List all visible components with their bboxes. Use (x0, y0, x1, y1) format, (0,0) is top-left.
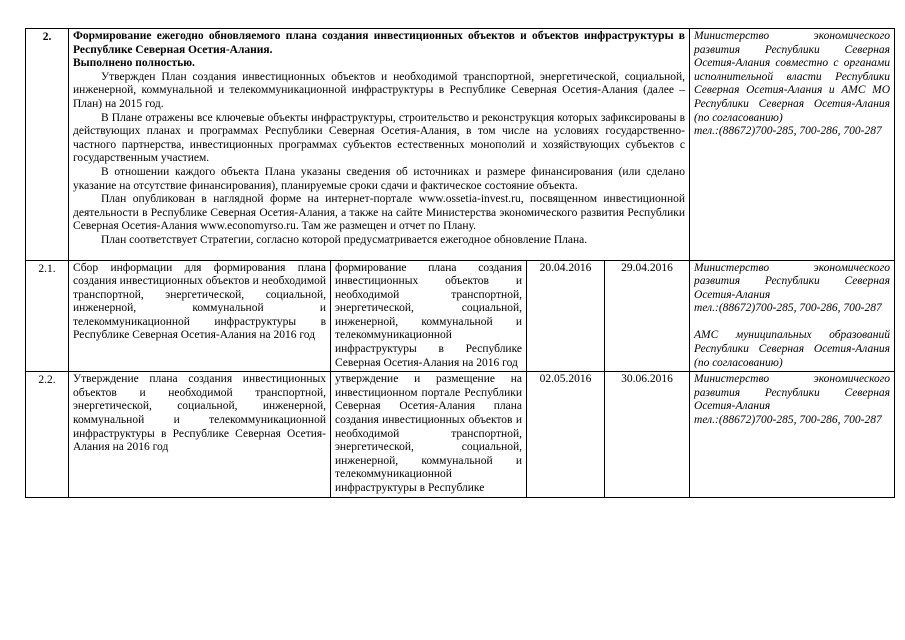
paragraph: План соответствует Стратегии, согласно которой предусматривается ежегодное обновление Плана. (101, 233, 588, 246)
end-date: 30.06.2016 (605, 372, 690, 497)
measure-title: Формирование ежегодно обновляемого плана создания инвестиционных объектов и объектов инфраструктуры в Республике Северная Осетия-Алания. (73, 30, 686, 56)
result-cell: утверждение и размещение на инвестиционном портале Республики Северная Осетия-Алания плана создания инвестиционных объектов и необходимой транспортной, энергетической, социальной, инженерной, коммунальной и телекоммуникационной инфраструктуры в Республике (331, 372, 527, 497)
result-cell: формирование плана создания инвестиционных объектов и необходимой транспортной, энергетической, социальной, инженерной, коммунальной и телекоммуникационной инфраструктуры в Республике Северная Осетия-Алания на 2016 год (331, 260, 527, 372)
responsible-cell (690, 260, 895, 372)
table-row-2-1 (26, 260, 895, 372)
paragraph: В Плане отражены все ключевые объекты инфраструктуры, строительство и реконструкция которых зафиксированы в действующих планах и программах Республики Северная Осетия-Алания, в том числе на условиях государственно-частного партнерства, инвестиционных программах субъектов естественных монополий и хозяйствующих субъектов с государственным участием. (73, 111, 686, 165)
action-cell: Утверждение плана создания инвестиционных объектов и необходимой транспортной, энергетической, социальной, инженерной, коммунальной и телекоммуникационной инфраструктуры в Республике Северная Осетия-Алания на 2016 год (69, 372, 331, 497)
paragraph: План опубликован в наглядной форме на интернет-портале www.ossetia-invest.ru, посвященном инвестиционной деятельности в Республике Северная Осетия-Алания, а также на сайте Министерства экономического развития Республики Северная Осетия-Алания www.economyrso.ru. Там же размещен и отчет по Плану. (73, 193, 686, 233)
table-row-2-2 (26, 372, 895, 497)
start-date: 20.04.2016 (527, 260, 605, 372)
phone-text: тел.:(88672)700-285, 700-286, 700-287 (694, 125, 882, 138)
phone-text: тел.:(88672)700-285, 700-286, 700-287 (694, 414, 882, 427)
start-date: 02.05.2016 (527, 372, 605, 497)
responsible-text: Министерство экономического развития Республики Северная Осетия-Алания (694, 261, 891, 301)
paragraph: Утвержден План создания инвестиционных объектов и необходимой транспортной, энергетической, социальной, инженерной, коммунальной и телекоммуникационной инфраструктуры в Республике Северная Осетия-Алания (далее – План) на 2015 год. (73, 70, 686, 110)
measures-table (25, 28, 895, 498)
phone-text: тел.:(88672)700-285, 700-286, 700-287 (694, 302, 882, 315)
row-number: 2.2. (26, 372, 69, 497)
responsible-text-2: АМС муниципальных образований Республики Северная Осетия-Алания (по согласованию) (694, 329, 891, 369)
responsible-text: Министерство экономического развития Республики Северная Осетия-Алания (694, 373, 891, 413)
responsible-text: Министерство экономического развития Республики Северная Осетия-Алания совместно с органами исполнительной власти Республики Северная Осетия-Алания и АМС МО Республики Северная Осетия-Алания (по согласованию) (694, 30, 891, 124)
responsible-cell (690, 29, 895, 261)
end-date: 29.04.2016 (605, 260, 690, 372)
measure-description (69, 29, 690, 261)
table-row-2 (26, 29, 895, 261)
paragraph: В отношении каждого объекта Плана указаны сведения об источниках и размере финансирования (или сделано указание на отсутствие финансирования), планируемые сроки сдачи и фактическое состояние объекта. (73, 165, 686, 192)
action-cell: Сбор информации для формирования плана создания инвестиционных объектов и необходимой транспортной, энергетической, социальной, инженерной, коммунальной и телекоммуникационной инфраструктуры в Республике Северная Осетия-Алания на 2016 год (69, 260, 331, 372)
row-number: 2.1. (26, 260, 69, 372)
row-number: 2. (26, 29, 69, 261)
status-text: Выполнено полностью. (73, 57, 195, 70)
responsible-cell (690, 372, 895, 497)
